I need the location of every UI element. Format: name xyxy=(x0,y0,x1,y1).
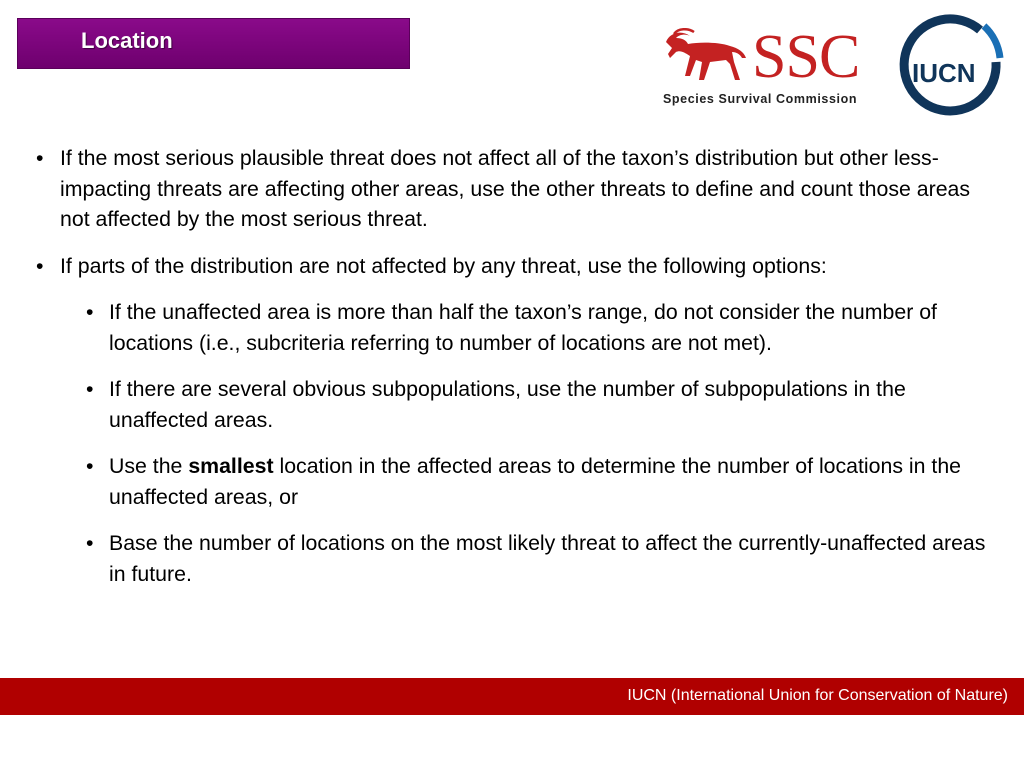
iucn-logo xyxy=(884,2,1022,136)
bullet-marker: • xyxy=(86,531,94,555)
ssc-letters: SSC xyxy=(752,23,860,91)
bullet-text-bold: smallest xyxy=(188,454,274,478)
sub-list-item xyxy=(36,528,996,589)
ssc-subtitle: Species Survival Commission xyxy=(663,92,858,106)
bullet-text: If there are several obvious subpopulations, use the number of subpopulations in the unaffected areas. xyxy=(109,377,906,432)
ssc-logo xyxy=(660,23,880,110)
bullet-text: If the unaffected area is more than half the taxon’s range, do not consider the number of locations (i.e., subcriteria referring to number of locations are not met). xyxy=(109,300,937,355)
bullet-text-before: Use the xyxy=(109,454,189,478)
page-title: Location xyxy=(81,28,173,53)
bullet-text: Base the number of locations on the most likely threat to affect the currently-unaffected areas in future. xyxy=(109,531,986,586)
bullet-text-after: location in the affected areas to determine the number of locations in the unaffected areas, or xyxy=(109,454,962,509)
title-banner xyxy=(17,18,410,69)
list-item xyxy=(36,143,996,235)
sub-list-item xyxy=(36,297,996,358)
bullet-marker: • xyxy=(86,377,94,401)
sub-list-item xyxy=(36,374,996,435)
bullet-marker: • xyxy=(36,146,44,170)
iucn-text: IUCN xyxy=(912,58,976,88)
bullet-text: If the most serious plausible threat does not affect all of the taxon’s distribution but other less-impacting threats are affecting other areas, use the other threats to define and count those areas not affected by the most serious threat. xyxy=(60,146,971,231)
footer-bar xyxy=(0,678,1024,715)
list-item xyxy=(36,251,996,282)
sub-list-item xyxy=(36,451,996,512)
bullet-marker: • xyxy=(86,454,94,478)
bullet-text: If parts of the distribution are not affected by any threat, use the following options: xyxy=(60,253,827,278)
footer-text: IUCN (International Union for Conservation of Nature) xyxy=(627,687,1008,704)
bullet-list xyxy=(36,143,996,605)
ibex-icon xyxy=(660,28,752,90)
bullet-marker: • xyxy=(86,300,94,324)
bullet-marker: • xyxy=(36,253,44,278)
